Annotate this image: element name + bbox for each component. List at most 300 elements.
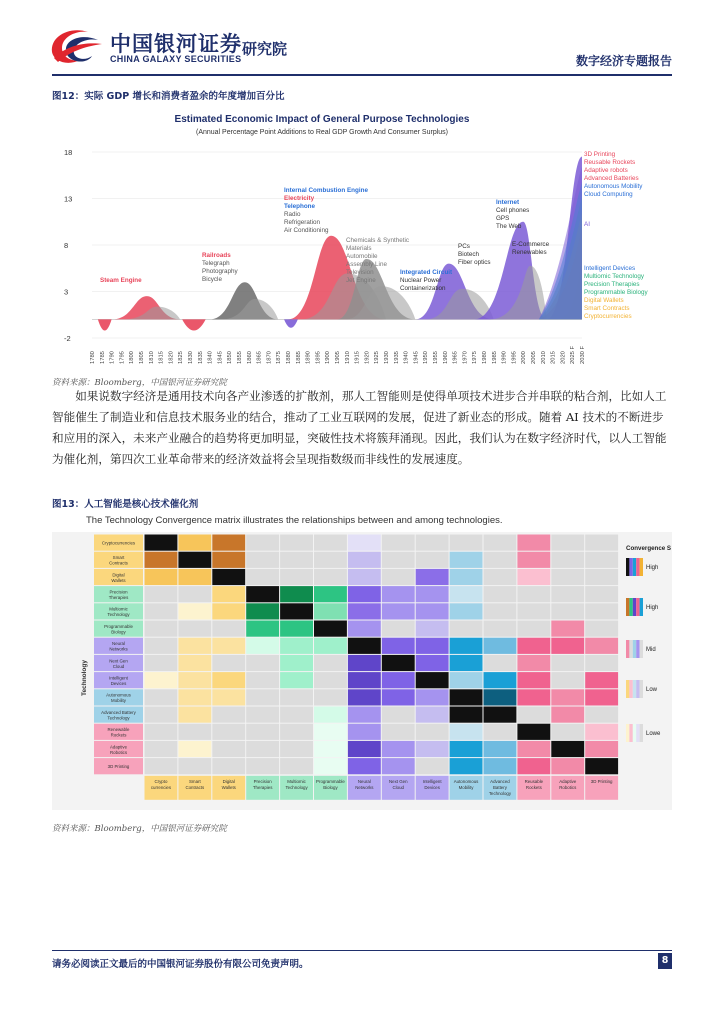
matrix-cell [212, 655, 245, 671]
matrix-cell [314, 621, 347, 637]
matrix-cell [416, 724, 449, 740]
matrix-cell [517, 758, 550, 774]
matrix-cell [416, 621, 449, 637]
series-label: Precision Therapies [584, 281, 640, 288]
matrix-cell [585, 758, 618, 774]
matrix-cell [246, 569, 279, 585]
matrix-cell [450, 552, 483, 568]
column-label: Reusable [524, 778, 544, 784]
series-label: GPS [496, 215, 510, 222]
row-label: Adaptive [109, 744, 128, 750]
column-label: currencies [150, 784, 172, 790]
matrix-cell [551, 586, 584, 602]
series-label: Multiomic Technology [584, 273, 645, 280]
x-tick-label: 1980 [482, 351, 488, 364]
matrix-cell [484, 758, 517, 774]
x-tick-label: 1780 [90, 351, 96, 364]
matrix-cell [246, 638, 279, 654]
x-tick-label: 1865 [256, 351, 263, 364]
column-label: Wallets [221, 784, 236, 790]
matrix-cell [416, 672, 449, 688]
x-tick-label: 1945 [413, 351, 420, 364]
series-label: The Web [496, 223, 522, 230]
column-label: Technology [488, 790, 512, 796]
matrix-cell [212, 707, 245, 723]
series-label: Biotech [458, 251, 480, 258]
matrix-cell [484, 638, 517, 654]
row-label: Smart [112, 555, 125, 561]
x-tick-label: 2015 [550, 351, 557, 364]
matrix-cell [585, 638, 618, 654]
legend-level: Lowe [646, 731, 661, 737]
matrix-cell [348, 586, 381, 602]
x-tick-label: 1855 [237, 351, 243, 364]
column-label: Mobility [458, 784, 474, 790]
matrix-cell [212, 741, 245, 757]
matrix-cell [145, 535, 178, 551]
matrix-cell [517, 672, 550, 688]
matrix-cell [212, 638, 245, 654]
matrix-cell [382, 758, 415, 774]
matrix-cell [246, 707, 279, 723]
x-tick-label: 2020 [560, 351, 567, 364]
header-divider [52, 74, 672, 76]
matrix-cell [382, 655, 415, 671]
series-label: Television [346, 269, 374, 276]
matrix-cell [314, 603, 347, 619]
row-label: Intelligent [109, 675, 128, 681]
matrix-cell [246, 586, 279, 602]
matrix-cell [484, 569, 517, 585]
row-label: Technology [107, 612, 130, 618]
matrix-cell [382, 724, 415, 740]
series-label: Renewables [512, 249, 547, 256]
figure-12-caption: 图12：实际 GDP 增长和消费者盈余的年度增加百分比 [52, 91, 285, 102]
row-label: Programmable [104, 623, 133, 629]
figure-12-source: 资料来源：Bloomberg，中国银河证券研究院 [52, 378, 227, 388]
matrix-cell [382, 741, 415, 757]
matrix-cell [246, 672, 279, 688]
matrix-cell [585, 655, 618, 671]
legend-swatch [626, 640, 629, 658]
series-label: E-Commerce [512, 241, 550, 248]
matrix-cell [145, 758, 178, 774]
legend-swatch [636, 598, 639, 616]
row-label: Devices [110, 680, 127, 686]
matrix-cell [416, 552, 449, 568]
matrix-cell [382, 689, 415, 705]
series-label: Integrated Circuit [400, 269, 453, 276]
matrix-cell [280, 552, 313, 568]
row-label: Advanced Battery [101, 709, 136, 715]
brand-name-en: CHINA GALAXY SECURITIES [110, 54, 242, 64]
legend-level: Mid [646, 647, 656, 653]
matrix-cell [382, 707, 415, 723]
matrix-cell [551, 552, 584, 568]
matrix-cell [517, 569, 550, 585]
matrix-cell [145, 586, 178, 602]
matrix-cell [416, 707, 449, 723]
series-label: Air Conditioning [284, 227, 329, 234]
matrix-cell [416, 741, 449, 757]
x-tick-label: 1900 [325, 351, 332, 364]
series-label: Electricity [284, 195, 315, 202]
matrix-cell [314, 689, 347, 705]
series-label: AI [584, 221, 590, 228]
matrix-cell [178, 621, 211, 637]
x-tick-label: 1840 [207, 351, 214, 364]
legend-swatch [640, 558, 643, 576]
legend-swatch [636, 724, 639, 742]
legend-swatch [640, 724, 643, 742]
matrix-cell [517, 621, 550, 637]
x-tick-label: 1790 [109, 351, 116, 364]
matrix-cell [484, 689, 517, 705]
row-label: Rockets [110, 732, 127, 738]
column-label: Autonomous [453, 778, 479, 784]
matrix-cell [450, 724, 483, 740]
matrix-cell [314, 552, 347, 568]
row-label: Precision [109, 589, 128, 595]
legend-level: High [646, 565, 659, 571]
matrix-cell [551, 569, 584, 585]
series-label: PCs [458, 243, 470, 250]
matrix-cell [246, 535, 279, 551]
matrix-cell [178, 552, 211, 568]
matrix-cell [450, 603, 483, 619]
matrix-cell [348, 621, 381, 637]
matrix-cell [484, 724, 517, 740]
matrix-cell [450, 707, 483, 723]
footer-divider [52, 950, 672, 951]
x-tick-label: 1890 [305, 351, 312, 364]
matrix-cell [348, 638, 381, 654]
matrix-cell [280, 672, 313, 688]
matrix-title: The Technology Convergence matrix illustrates the relationships between and among technologies. [86, 515, 503, 526]
body-paragraph: 如果说数字经济是通用技术向各产业渗透的扩散剂，那人工智能则是使得单项技术进步合并串联的粘合剂，比如人工智能催生了制造业和信息技术服务业的结合，推动了工业互联网的发展，促进了新业态的形成。随着 AI 技术的不断进步和应用的深入，未来产业融合的趋势将更加明显，突破性技术将簇拜涌现。因此，我们认为在数字经济时代，以人工智能为催化剂，第四次工业革命带来的经济效益将会呈现指数级而非线性的发展速度。 [52, 389, 667, 466]
matrix-cell [450, 535, 483, 551]
matrix-cell [585, 569, 618, 585]
matrix-cell [280, 724, 313, 740]
column-label: Digital [222, 778, 235, 784]
series-label: Internet [496, 199, 520, 206]
report-type: 数字经济专题报告 [575, 54, 672, 68]
matrix-cell [348, 741, 381, 757]
row-label: Wallets [111, 577, 126, 583]
matrix-cell [382, 672, 415, 688]
legend-level: Low [646, 687, 658, 693]
matrix-cell [178, 689, 211, 705]
column-label: Battery [492, 784, 507, 790]
matrix-cell [348, 689, 381, 705]
matrix-cell [585, 552, 618, 568]
legend-swatch [626, 598, 629, 616]
x-tick-label: 1895 [315, 351, 322, 364]
matrix-cell [484, 655, 517, 671]
matrix-cell [145, 707, 178, 723]
x-tick-label: 1795 [119, 351, 126, 364]
matrix-cell [246, 621, 279, 637]
matrix-cell [178, 603, 211, 619]
column-label: Programmable [316, 778, 345, 784]
matrix-cell [178, 655, 211, 671]
matrix-cell [314, 586, 347, 602]
x-tick-label: 1860 [246, 351, 253, 364]
row-label: Technology [107, 715, 130, 721]
matrix-cell [416, 569, 449, 585]
matrix-cell [484, 535, 517, 551]
matrix-cell [551, 655, 584, 671]
column-label: Smart [188, 778, 201, 784]
matrix-cell [450, 689, 483, 705]
legend-level: High [646, 605, 659, 611]
matrix-cell [585, 621, 618, 637]
matrix-cell [382, 586, 415, 602]
matrix-cell [314, 569, 347, 585]
legend-swatch [629, 640, 632, 658]
x-tick-label: 1955 [433, 351, 439, 364]
matrix-cell [246, 689, 279, 705]
column-label: Contracts [185, 784, 205, 790]
matrix-cell [585, 707, 618, 723]
legend-title: Convergence S [626, 545, 672, 552]
matrix-cell [280, 603, 313, 619]
matrix-cell [382, 638, 415, 654]
matrix-cell [517, 535, 550, 551]
matrix-cell [517, 603, 550, 619]
x-tick-label: 1880 [286, 351, 292, 364]
matrix-cell [348, 603, 381, 619]
matrix-cell [280, 621, 313, 637]
row-label: Next Gen [109, 658, 128, 664]
series-label: Adaptive robots [584, 167, 628, 174]
chart-subtitle: (Annual Percentage Point Additions to Real GDP Growth And Consumer Surplus) [195, 129, 449, 136]
matrix-cell [348, 724, 381, 740]
matrix-cell [314, 672, 347, 688]
series-label: Bicycle [202, 276, 222, 283]
matrix-cell [450, 741, 483, 757]
matrix-cell [145, 741, 178, 757]
x-tick-label: 1920 [364, 351, 371, 364]
matrix-cell [280, 535, 313, 551]
x-tick-label: 1850 [227, 351, 234, 364]
legend-swatch [633, 558, 636, 576]
row-label: Networks [109, 646, 128, 652]
matrix-cell [484, 603, 517, 619]
row-label: Renewable [107, 727, 130, 733]
x-tick-label: 1940 [403, 351, 410, 364]
matrix-cell [551, 603, 584, 619]
x-tick-label: 1935 [393, 351, 400, 364]
series-label: Advanced Batteries [584, 175, 639, 182]
matrix-cell [212, 758, 245, 774]
matrix-cell [551, 621, 584, 637]
matrix-cell [212, 724, 245, 740]
series-label: Containerization [400, 285, 446, 292]
x-tick-label: 1835 [197, 351, 204, 364]
matrix-cell [246, 552, 279, 568]
column-label: Intelligent [422, 778, 442, 784]
x-tick-label: 1875 [276, 351, 283, 364]
matrix-cell [178, 707, 211, 723]
matrix-cell [212, 621, 245, 637]
matrix-cell [416, 758, 449, 774]
matrix-cell [212, 689, 245, 705]
legend-swatch [633, 724, 636, 742]
series-label: Radio [284, 211, 301, 218]
matrix-cell [178, 724, 211, 740]
matrix-cell [348, 707, 381, 723]
row-label: Contracts [109, 560, 128, 566]
matrix-cell [314, 655, 347, 671]
column-label: Networks [355, 784, 374, 790]
x-tick-label: 1985 [491, 351, 498, 364]
legend-swatch [640, 640, 643, 658]
matrix-cell [517, 655, 550, 671]
matrix-cell [280, 586, 313, 602]
matrix-cell [382, 535, 415, 551]
matrix-cell [314, 638, 347, 654]
x-tick-label: 1830 [188, 351, 194, 364]
matrix-cell [145, 638, 178, 654]
matrix-cell [585, 724, 618, 740]
series-label: Programmable Biology [584, 289, 648, 296]
column-label: Robotics [559, 784, 577, 790]
matrix-cell [246, 603, 279, 619]
row-label: Biology [111, 629, 126, 635]
matrix-cell [178, 672, 211, 688]
column-label: Devices [424, 784, 440, 790]
series-label: Telephone [284, 203, 316, 210]
chart-title: Estimated Economic Impact of General Purpose Technologies [174, 114, 470, 125]
matrix-cell [551, 638, 584, 654]
matrix-cell [484, 552, 517, 568]
matrix-cell [416, 689, 449, 705]
series-label: Railroads [202, 252, 231, 259]
figure-13-caption: 图13：人工智能是核心技术催化剂 [52, 499, 199, 510]
matrix-cell [450, 672, 483, 688]
matrix-axis-label: Technology [81, 660, 88, 696]
x-tick-label: 1975 [472, 351, 479, 364]
matrix-cell [348, 552, 381, 568]
figure-13-matrix [52, 510, 672, 810]
matrix-cell [212, 672, 245, 688]
series-label: Smart Contracts [584, 305, 630, 312]
column-label: Advanced [490, 778, 510, 784]
x-tick-label: 2025 F [570, 345, 577, 364]
legend-swatch [629, 598, 632, 616]
matrix-cell [178, 586, 211, 602]
matrix-cell [585, 586, 618, 602]
x-tick-label: 1915 [354, 351, 361, 364]
x-tick-label: 1925 [374, 351, 381, 364]
legend-swatch [626, 680, 629, 698]
matrix-cell [484, 621, 517, 637]
x-tick-label: 1785 [99, 351, 106, 364]
legend-swatch [633, 680, 636, 698]
matrix-cell [551, 724, 584, 740]
column-label: Technology [285, 784, 308, 790]
matrix-cell [348, 672, 381, 688]
matrix-cell [246, 724, 279, 740]
matrix-cell [314, 758, 347, 774]
y-tick-label: 8 [64, 241, 69, 250]
y-tick-label: -2 [64, 334, 71, 343]
matrix-cell [145, 655, 178, 671]
matrix-cell [416, 535, 449, 551]
matrix-cell [585, 603, 618, 619]
matrix-cell [212, 586, 245, 602]
legend-swatch [636, 558, 639, 576]
column-label: Adaptive [559, 778, 577, 784]
matrix-cell [246, 655, 279, 671]
series-label: Fiber optics [458, 259, 491, 266]
row-label: Therapies [108, 594, 129, 600]
row-label: Autonomous [106, 692, 131, 698]
convergence-matrix [52, 510, 672, 810]
footer-disclaimer: 请务必阅读正文最后的中国银河证券股份有限公司免责声明。 [52, 959, 309, 970]
matrix-cell [145, 552, 178, 568]
matrix-cell [416, 638, 449, 654]
legend-swatch [636, 680, 639, 698]
matrix-cell [314, 724, 347, 740]
series-label: Internal Combustion Engine [284, 187, 368, 194]
x-tick-label: 1810 [148, 351, 155, 364]
matrix-cell [178, 741, 211, 757]
matrix-cell [212, 552, 245, 568]
x-tick-label: 1950 [423, 351, 430, 364]
matrix-cell [145, 621, 178, 637]
page-number: 8 [658, 953, 672, 969]
matrix-cell [517, 707, 550, 723]
x-tick-label: 1825 [178, 351, 185, 364]
x-tick-label: 1970 [462, 351, 469, 364]
wave-dip [284, 319, 298, 327]
x-tick-label: 1805 [139, 351, 145, 364]
matrix-cell [280, 758, 313, 774]
matrix-cell [348, 655, 381, 671]
legend-swatch [633, 598, 636, 616]
legend-swatch [629, 558, 632, 576]
matrix-cell [145, 689, 178, 705]
wave-dip [98, 319, 112, 330]
x-tick-label: 1960 [442, 351, 449, 364]
x-tick-label: 1870 [266, 351, 273, 364]
matrix-cell [348, 758, 381, 774]
series-label: Digital Wallets [584, 297, 624, 304]
matrix-cell [450, 655, 483, 671]
matrix-cell [314, 741, 347, 757]
column-label: Crypto [154, 778, 168, 784]
matrix-cell [551, 672, 584, 688]
area-chart [52, 104, 672, 372]
series-label: Assembly Line [346, 261, 387, 268]
matrix-cell [280, 707, 313, 723]
x-tick-label: 2005 [531, 351, 537, 364]
matrix-cell [517, 724, 550, 740]
series-label: Chemicals & Synthetic [346, 237, 409, 244]
matrix-cell [484, 741, 517, 757]
matrix-cell [551, 689, 584, 705]
series-label: Autonomous Mobility [584, 183, 643, 190]
row-label: Mobility [111, 698, 126, 704]
matrix-cell [585, 741, 618, 757]
figure-12-chart [52, 104, 672, 372]
matrix-cell [145, 603, 178, 619]
series-label: Cell phones [496, 207, 530, 214]
matrix-cell [178, 535, 211, 551]
matrix-cell [517, 638, 550, 654]
